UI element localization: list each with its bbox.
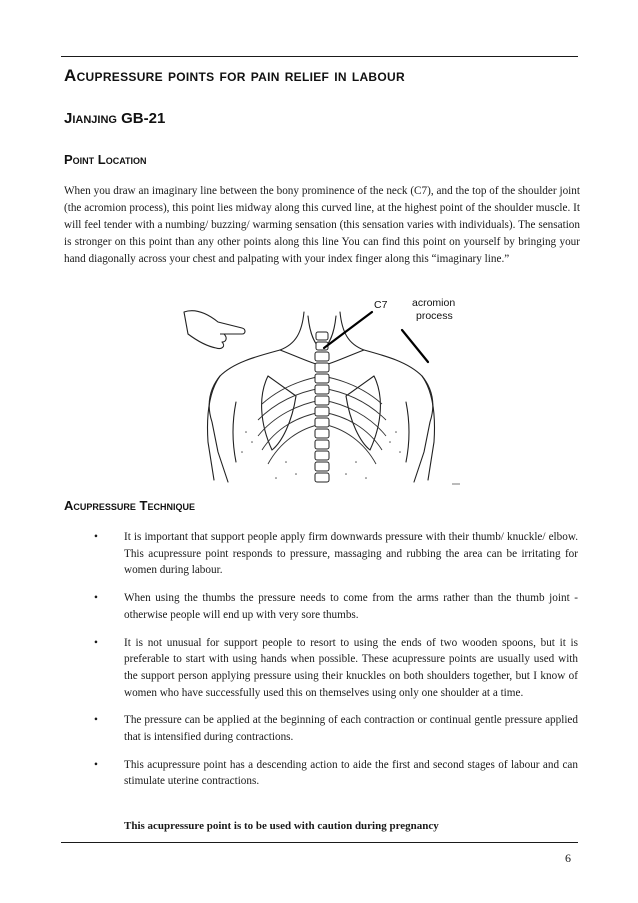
bullet-icon: • [94,592,98,605]
technique-heading [64,498,195,513]
technique-item [94,757,578,790]
technique-item [94,590,578,623]
technique-item [94,529,578,579]
page-title [64,66,405,86]
technique-item-text: The pressure can be applied at the beginning of each contraction or continual gentle pressure applied that is intensified during contractions. [124,714,578,744]
acromion-label-line2: process [416,310,453,322]
point-location-heading [64,152,147,167]
point-location-heading-text: Point Location [64,152,147,167]
technique-item-text: It is not unusual for support people to resort to using the ends of two wooden spoons, but it is preferable to start with using hands when possible. These acupressure points are usually used with the support person applying pressure using their knuckles on both shoulders together, but I know of women who have successfully used this on themselves using only one shoulder at a time. [124,636,578,699]
upper-back-illustration [176,292,466,488]
technique-item-text: This acupressure point has a descending action to aide the first and second stages of labour and can stimulate uterine contractions. [124,758,578,788]
c7-label: C7 [374,299,388,311]
technique-item-text: When using the thumbs the pressure needs to come from the arms rather than the thumb joint - otherwise people will end up with very sore thumbs. [124,592,578,621]
bullet-icon: • [94,636,98,649]
technique-item-text: It is important that support people apply firm downwards pressure with their thumb/ knuckle/ elbow. This acupressure point responds to pressure, massaging and rubbing the area can be irritating for women during labour. [124,531,578,577]
point-name-text: Jianjing GB-21 [64,110,166,127]
bullet-icon: • [94,531,98,543]
technique-item [94,635,578,702]
technique-list [94,529,578,790]
top-rule [61,56,578,57]
bullet-icon: • [94,758,98,771]
point-name-heading [64,110,165,127]
bullet-icon: • [94,714,98,727]
technique-item [94,712,578,745]
acromion-label-line1: acromion [412,297,456,309]
footer-rule [61,842,578,843]
technique-heading-text: Acupressure Technique [64,498,195,513]
page-number: 6 [565,851,571,865]
point-location-paragraph: When you draw an imaginary line between the bony prominence of the neck (C7), and the top of the shoulder joint (the acromion process), this point lies midway along this curved line, at the highest point of the shoulder muscle. It will feel tender with a numbing/ buzzing/ warming sensation (this sensation varies with individuals). The sensation is stronger on this point than any other points along this line You can find this point on yourself by bringing your hand diagonally across your chest and palpating with your index finger along this “imaginary line.” [64,185,580,266]
page-title-text: Acupressure points for pain relief in labour [64,66,405,85]
caution-note: This acupressure point is to be used with caution during pregnancy [124,820,439,832]
